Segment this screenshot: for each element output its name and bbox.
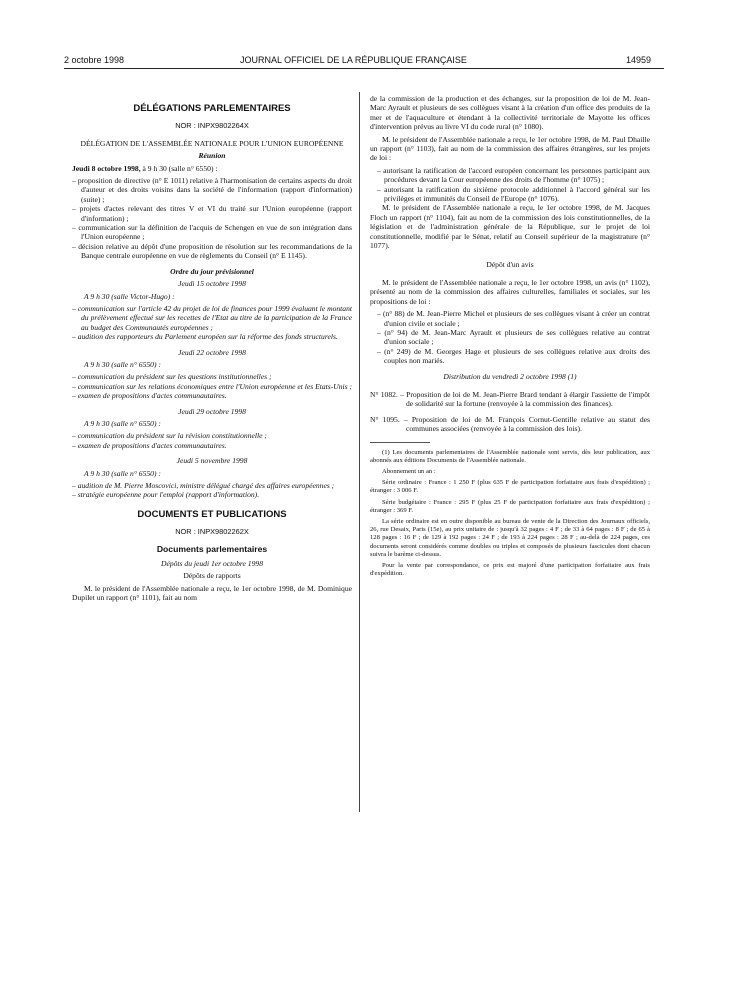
rapport-paragraph: de la commission de la production et des échanges, sur la proposition de loi de M. Jean-Marc Ayrault et plusieurs de ses collègues visant à la création d'un office des produits de la mer et de l'aquaculture et étendant à la collectivité territoriale de Mayotte les offices d'intervention prévus au livre VI du code rural (n° 1080). — [370, 94, 650, 132]
journal-title: JOURNAL OFFICIEL DE LA RÉPUBLIQUE FRANÇAISE — [240, 55, 467, 65]
rapport-paragraph: M. le président de l'Assemblée nationale a reçu, le 1er octobre 1998, de M. Jacques Floch un rapport (n° 1104), fait au nom de la commission des lois constitutionnelles, de la législation et de l'administration générale de la République, sur le projet de loi constitutionnelle, modifié par le Sénat, relatif au Conseil supérieur de la magistrature (n° 1077). — [370, 203, 650, 251]
session-time: A 9 h 30 (salle n° 6550) : — [84, 418, 161, 428]
session-time: A 9 h 30 (salle n° 6550) : — [84, 468, 161, 478]
footnote-text: (1) Les documents parlementaires de l'Assemblée nationale sont servis, dès leur publication, aux abonnés aux éditions Documents de l'Assemblée nationale. — [370, 448, 650, 464]
proposition-item: – (n° 249) de M. Georges Hage et plusieurs de ses collègues relative aux droits des couples non mariés. — [377, 346, 650, 366]
distribution-heading: Distribution du vendredi 2 octobre 1998 (1) — [443, 371, 577, 381]
header-date: 2 octobre 1998 — [64, 55, 125, 65]
agenda-item: – communication sur la définition de l'acquis de Schengen en vue de son intégration dans l'Union européenne ; — [72, 223, 352, 242]
projet-item: – autorisant la ratification de l'accord européen concernant les personnes participant aux procédures devant la Cour européenne des droits de l'homme (n° 1075) ; — [377, 165, 650, 185]
proposition-item: – (n° 94) de M. Jean-Marc Ayrault et plusieurs de ses collègues relative au contrat d'union sociale ; — [377, 327, 650, 347]
footnote-text: Série ordinaire : France : 1 250 F (plus 635 F de participation forfaitaire aux frais d'expédition) ; étranger : 3 006 F. — [370, 479, 650, 495]
session-date: Jeudi 29 octobre 1998 — [178, 406, 246, 416]
right-column — [370, 94, 650, 581]
page-number: 14959 — [626, 55, 652, 65]
session-time: A 9 h 30 (salle Victor-Hugo) : — [84, 291, 175, 301]
ordre-du-jour-heading: Ordre du jour prévisionnel — [170, 266, 254, 276]
footnote-text: Série budgétaire : France : 295 F (plus 25 F de participation forfaitaire aux frais d'expédition) ; étranger : 369 F. — [370, 498, 650, 514]
rapport-paragraph: M. le président de l'Assemblée nationale a reçu, le 1er octobre 1998, de M. Paul Dhaille un rapport (n° 1103), fait au nom de la commission des affaires étrangères, sur les projets de loi : — [370, 134, 650, 163]
session-date: Jeudi 5 novembre 1998 — [176, 456, 248, 466]
footnote-text: Pour la vente par correspondance, ce prix est majoré d'une participation forfaitaire aux frais d'expédition. — [370, 562, 650, 578]
footnote-text: Abonnement un an : — [382, 468, 436, 475]
section-title-delegations: DÉLÉGATIONS PARLEMENTAIRES — [133, 103, 291, 114]
reunion-heading: Réunion — [198, 151, 226, 161]
agenda-item: – audition de M. Pierre Moscovici, ministre délégué chargé des affaires européennes ; — [72, 481, 335, 490]
delegation-name: DÉLÉGATION DE L'ASSEMBLÉE NATIONALE POUR L'UNION EUROPÉENNE — [80, 138, 344, 148]
depots-date: Dépôts du jeudi 1er octobre 1998 — [160, 559, 263, 569]
depots-rapports-heading: Dépôts de rapports — [183, 571, 241, 581]
projet-item: – autorisant la ratification du sixième protocole additionnel à l'accord général sur les privilèges et immunités du Conseil de l'Europe (n° 1076). — [377, 184, 650, 204]
agenda-item: – stratégie européenne pour l'emploi (rapport d'information). — [72, 490, 260, 500]
section-title-documents: DOCUMENTS ET PUBLICATIONS — [137, 508, 287, 520]
distribution-entry: N° 1082. – Proposition de loi de M. Jean-Pierre Brard tendant à élargir l'assiette de l'impôt de solidarité sur la fortune (renvoyée à la commission des finances). — [370, 389, 650, 409]
nor-reference: NOR : INPX9802262X — [175, 527, 249, 537]
agenda-item: – communication sur les relations économiques entre l'Union européenne et les Etats-Unis ; — [72, 381, 353, 391]
agenda-item: – communication du président sur les questions institutionnelles ; — [72, 372, 272, 382]
meeting-time: à 9 h 30 (salle n° 6550) : — [142, 163, 218, 173]
agenda-item: – communication sur l'article 42 du projet de loi de finances pour 1999 évaluant le montant du prélèvement effectué sur les recettes de l'Etat au titre de la participation de la France au budget des Communautés européennes ; — [72, 303, 352, 332]
agenda-item: – examen de propositions d'actes communautaires. — [72, 440, 227, 450]
session-date: Jeudi 22 octobre 1998 — [178, 347, 246, 357]
documents-parlementaires-heading: Documents parlementaires — [156, 543, 268, 554]
session-date: Jeudi 15 octobre 1998 — [178, 279, 246, 289]
left-column — [72, 100, 352, 606]
proposition-item: – (n° 88) de M. Jean-Pierre Michel et plusieurs de ses collègues visant à créer un contrat d'union civile et sociale ; — [377, 309, 650, 328]
meeting-date: Jeudi 8 octobre 1998, — [72, 163, 141, 173]
column-divider — [359, 92, 360, 812]
footnote-rule — [370, 442, 430, 443]
agenda-item: – communication du président sur la révision constitutionnelle ; — [72, 431, 267, 441]
distribution-entry: N° 1095. – Proposition de loi de M. François Cornut-Gentille relative au statut des communes associées (renvoyée à la commission des lois). — [370, 414, 650, 434]
agenda-item: – projets d'actes relevant des titres V et VI du traité sur l'Union européenne (rapport d'information) ; — [72, 204, 352, 223]
header-rule — [64, 68, 664, 69]
nor-reference: NOR : INPX9802264X — [175, 121, 249, 131]
agenda-item: – examen de propositions d'actes communautaires. — [72, 391, 227, 401]
session-time: A 9 h 30 (salle n° 6550) : — [84, 359, 161, 369]
agenda-item: – audition des rapporteurs du Parlement européen sur la réforme des fonds structurels. — [72, 332, 338, 342]
avis-paragraph: M. le président de l'Assemblée nationale a reçu, le 1er octobre 1998, un avis (n° 1102), présenté au nom de la commission des affaires culturelles, familiales et sociales, sur les propositions de loi : — [370, 277, 650, 306]
depot-avis-heading: Dépôt d'un avis — [486, 259, 534, 269]
agenda-item: – décision relative au dépôt d'une proposition de résolution sur les recommandations de la Banque centrale européenne en vue de règlements du Conseil (n° E 1145). — [72, 241, 352, 261]
footnote-text: La série ordinaire est en outre disponible au bureau de vente de la Direction des Journaux officiels, 26, rue Desaix, Paris (15e), au prix unitaire de : jusqu'à 32 pages : 4 F ; de 33 à 64 pages : 8 F ; de 65 à 128 pages : 16 F ; de 129 à 192 pages : 24 F ; de 193 à 224 pages : 28 F ; au-delà de 224 pages, ces documents seront considérés comme doubles ou triples et composés de plusieurs fascicules dont chacun suivra le barème ci-dessus. — [370, 518, 650, 558]
agenda-item: – proposition de directive (n° E 1011) relative à l'harmonisation de certains aspects du droit d'auteur et des droits voisins dans la société de l'information (rapport d'information) (suite) ; — [72, 176, 352, 204]
meeting-date-line — [72, 164, 352, 173]
rapport-paragraph: M. le président de l'Assemblée nationale a reçu, le 1er octobre 1998, de M. Dominique Dupilet un rapport (n° 1101), fait au nom — [72, 583, 352, 603]
